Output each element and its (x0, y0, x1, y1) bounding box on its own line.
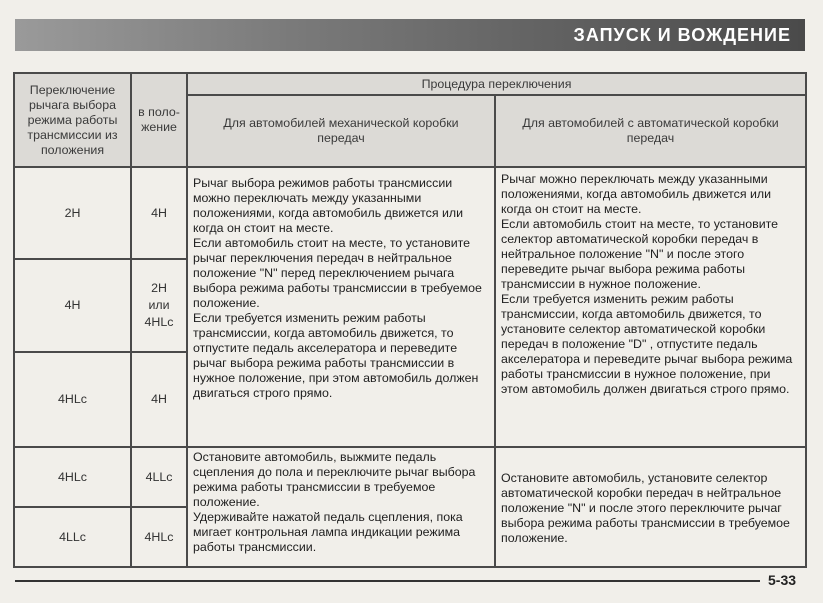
row5-from: 4LLc (14, 507, 131, 567)
procedure-header: Процедура переключения (187, 73, 806, 95)
footer-rule (15, 580, 760, 582)
row3-to: 4H (131, 352, 187, 447)
page-number: 5-33 (768, 572, 797, 588)
row3-from: 4HLc (14, 352, 131, 447)
row1-from: 2H (14, 167, 131, 259)
col-header-from: Переключение рычага выбора режима работы трансмиссии из положения (14, 73, 131, 167)
manual-p2: Если автомобиль стоит на месте, то установите рычаг переключения передач в нейтральное положение "N" перед переключением рычага выбора режима работы трансмиссии в требуемое положение. (193, 236, 482, 310)
auto-p2: Если автомобиль стоит на месте, то установите селектор автоматической коробки передач в нейтральное положение "N" и после этого переведите рычаг выбора режима работы трансмиссии в нужное положение. (501, 217, 779, 291)
row5-to: 4HLc (131, 507, 187, 567)
auto-p1: Рычаг можно переключать между указанными положениями, когда автомобиль движется или когда он стоит на месте. (501, 172, 772, 216)
row2-to-3: 4HLc (144, 315, 174, 329)
row2-to-2: или (148, 298, 170, 312)
auto-p3: Если требуется изменить режим работы трансмиссии, когда автомобиль движется, то установите селектор автоматической коробки передач в положение "D" , отпустите педаль акселератора и переведите рычаг выбора режима работы трансмиссии в нужное положение, при этом автомобиль должен двигаться строго прямо. (501, 292, 793, 396)
col-header-auto: Для автомобилей с автоматической коробки передач (495, 95, 806, 167)
row2-from: 4H (14, 259, 131, 352)
row2-to (131, 259, 187, 352)
manual-p3: Если требуется изменить режим работы трансмиссии, когда автомобиль движется, то отпустите педаль акселератора и переведите рычаг выбора режима работы трансмиссии в нужное положение, при этом автомобиль должен двигаться строго прямо. (193, 311, 479, 400)
row1-to: 4H (131, 167, 187, 259)
section-header-bar (15, 19, 805, 51)
col-header-manual: Для автомобилей механической коробки передач (187, 95, 495, 167)
col-header-to: в поло-жение (131, 73, 187, 167)
row4-from: 4HLc (14, 447, 131, 507)
manual-procedure-2 (187, 447, 495, 567)
auto-procedure-2: Остановите автомобиль, установите селектор автоматической коробки передач в нейтральное положение "N" и после этого переключите рычаг выбора режима работы трансмиссии в требуемое положение. (495, 447, 806, 567)
manual-p1: Рычаг выбора режимов работы трансмиссии можно переключать между указанными положениями, когда автомобиль движется или когда он стоит на месте. (193, 176, 464, 235)
manual-p5: Удерживайте нажатой педаль сцепления, пока мигает контрольная лампа индикации режима работы трансмиссии. (193, 510, 463, 554)
row4-to: 4LLc (131, 447, 187, 507)
manual-procedure-1 (187, 167, 495, 447)
shift-procedure-table (13, 72, 807, 568)
auto-procedure-1 (495, 167, 806, 447)
manual-p4: Остановите автомобиль, выжмите педаль сцепления до пола и переключите рычаг выбора режима работы трансмиссии в требуемое положение. (193, 450, 476, 509)
section-title: ЗАПУСК И ВОЖДЕНИЕ (573, 25, 791, 45)
row2-to-1: 2H (151, 281, 167, 295)
